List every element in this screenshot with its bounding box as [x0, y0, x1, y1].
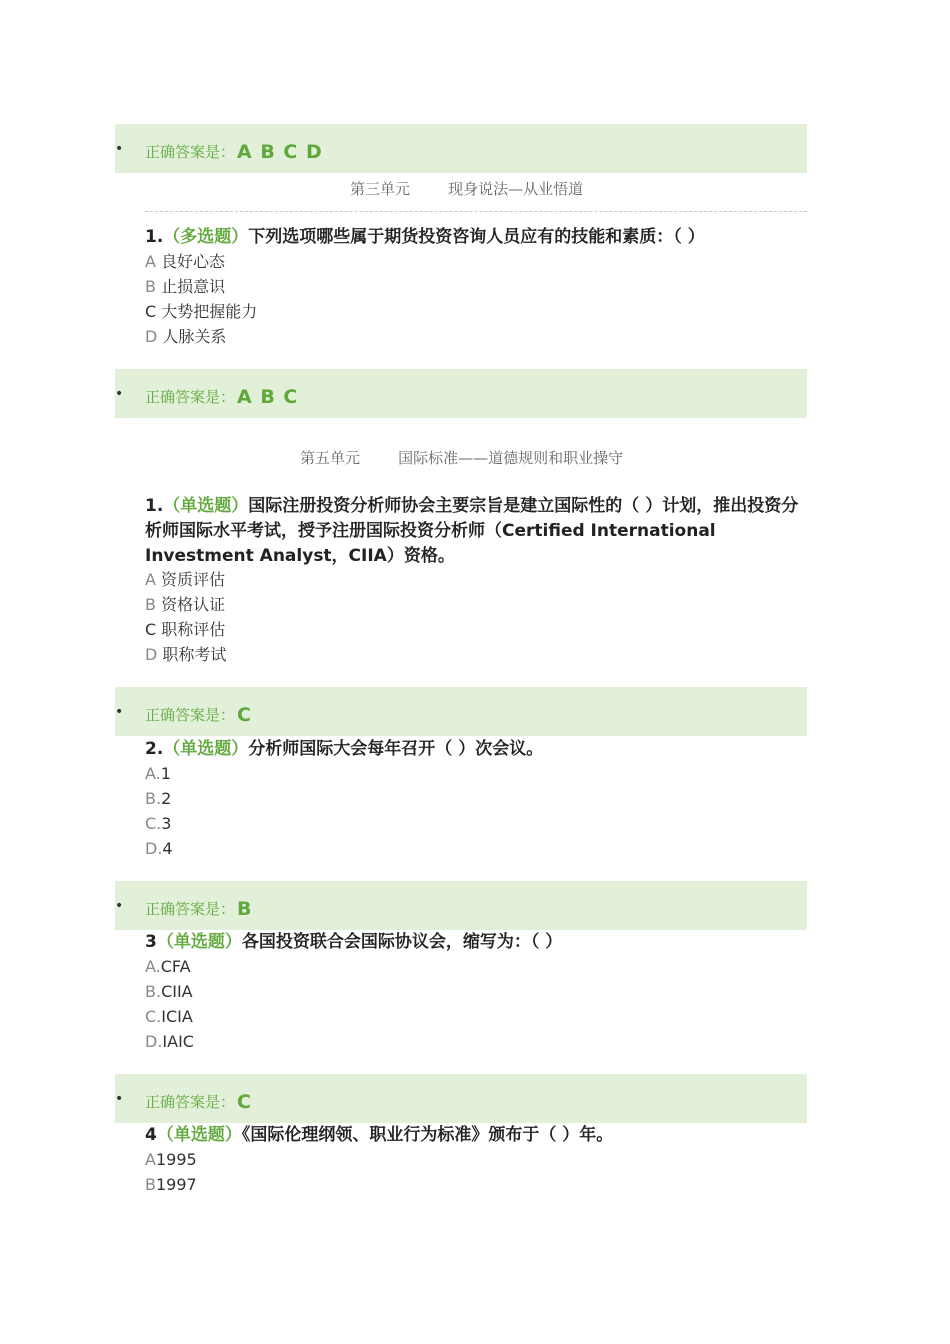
option-c: C 职称评估	[145, 620, 226, 639]
question-type: （单选题）	[156, 932, 242, 952]
option-a: A1995	[145, 1150, 197, 1169]
option-d: D.4	[145, 839, 173, 858]
question-text: 3（单选题）各国投资联合会国际协议会，缩写为：（ ）	[145, 932, 563, 952]
option-b: B.2	[145, 789, 172, 808]
bullet-icon: •	[115, 386, 124, 402]
question-text: 4（单选题）《国际伦理纲领、职业行为标准》颁布于（ ）年。	[145, 1125, 614, 1145]
question-type: （单选题）	[163, 496, 249, 516]
option-b: B 资格认证	[145, 595, 226, 614]
option-c: C.ICIA	[145, 1007, 193, 1026]
question-type: （单选题）	[163, 739, 249, 759]
unit-title: 第三单元 现身说法—从业悟道	[350, 180, 584, 198]
answer-label: 正确答案是： C	[145, 1091, 252, 1113]
answer-value: C	[237, 704, 252, 726]
answer-label: 正确答案是： A B C	[145, 386, 299, 408]
question-type: （单选题）	[156, 1125, 242, 1145]
question-text: 2.（单选题）分析师国际大会每年召开（ ）次会议。	[145, 739, 544, 759]
option-b: B1997	[145, 1175, 197, 1194]
dashed-divider	[145, 211, 807, 212]
option-c: C.3	[145, 814, 172, 833]
answer-bar	[115, 687, 807, 736]
answer-value: C	[237, 1091, 252, 1113]
question-text: 1.（多选题）下列选项哪些属于期货投资咨询人员应有的技能和素质：（ ）	[145, 227, 705, 247]
option-b: B 止损意识	[145, 277, 226, 296]
answer-value: A B C D	[237, 141, 323, 163]
answer-label: 正确答案是： C	[145, 704, 252, 726]
option-a: A 良好心态	[145, 252, 226, 271]
answer-label: 正确答案是： B	[145, 898, 253, 920]
unit-title: 第五单元 国际标准——道德规则和职业操守	[300, 449, 624, 467]
bullet-icon: •	[115, 898, 124, 914]
answer-bar	[115, 369, 807, 418]
option-c: C 大势把握能力	[145, 302, 258, 321]
bullet-icon: •	[115, 1091, 124, 1107]
option-b: B.CIIA	[145, 982, 193, 1001]
answer-bar	[115, 124, 807, 173]
option-d: D.IAIC	[145, 1032, 194, 1051]
question-text: 1.（单选题）国际注册投资分析师协会主要宗旨是建立国际性的（ ）计划，推出投资分析师国际水平考试，授予注册国际投资分析师（Certified International Investment Analyst，CIIA）资格。	[145, 496, 799, 566]
answer-label: 正确答案是： A B C D	[145, 141, 323, 163]
option-a: A 资质评估	[145, 570, 226, 589]
answer-value: A B C	[237, 386, 299, 408]
option-a: A.CFA	[145, 957, 191, 976]
answer-value: B	[237, 898, 253, 920]
option-a: A.1	[145, 764, 171, 783]
option-d: D 职称考试	[145, 645, 227, 664]
bullet-icon: •	[115, 141, 124, 157]
answer-bar	[115, 1074, 807, 1123]
bullet-icon: •	[115, 704, 124, 720]
answer-bar	[115, 881, 807, 930]
option-d: D 人脉关系	[145, 327, 227, 346]
question-type: （多选题）	[163, 227, 249, 247]
